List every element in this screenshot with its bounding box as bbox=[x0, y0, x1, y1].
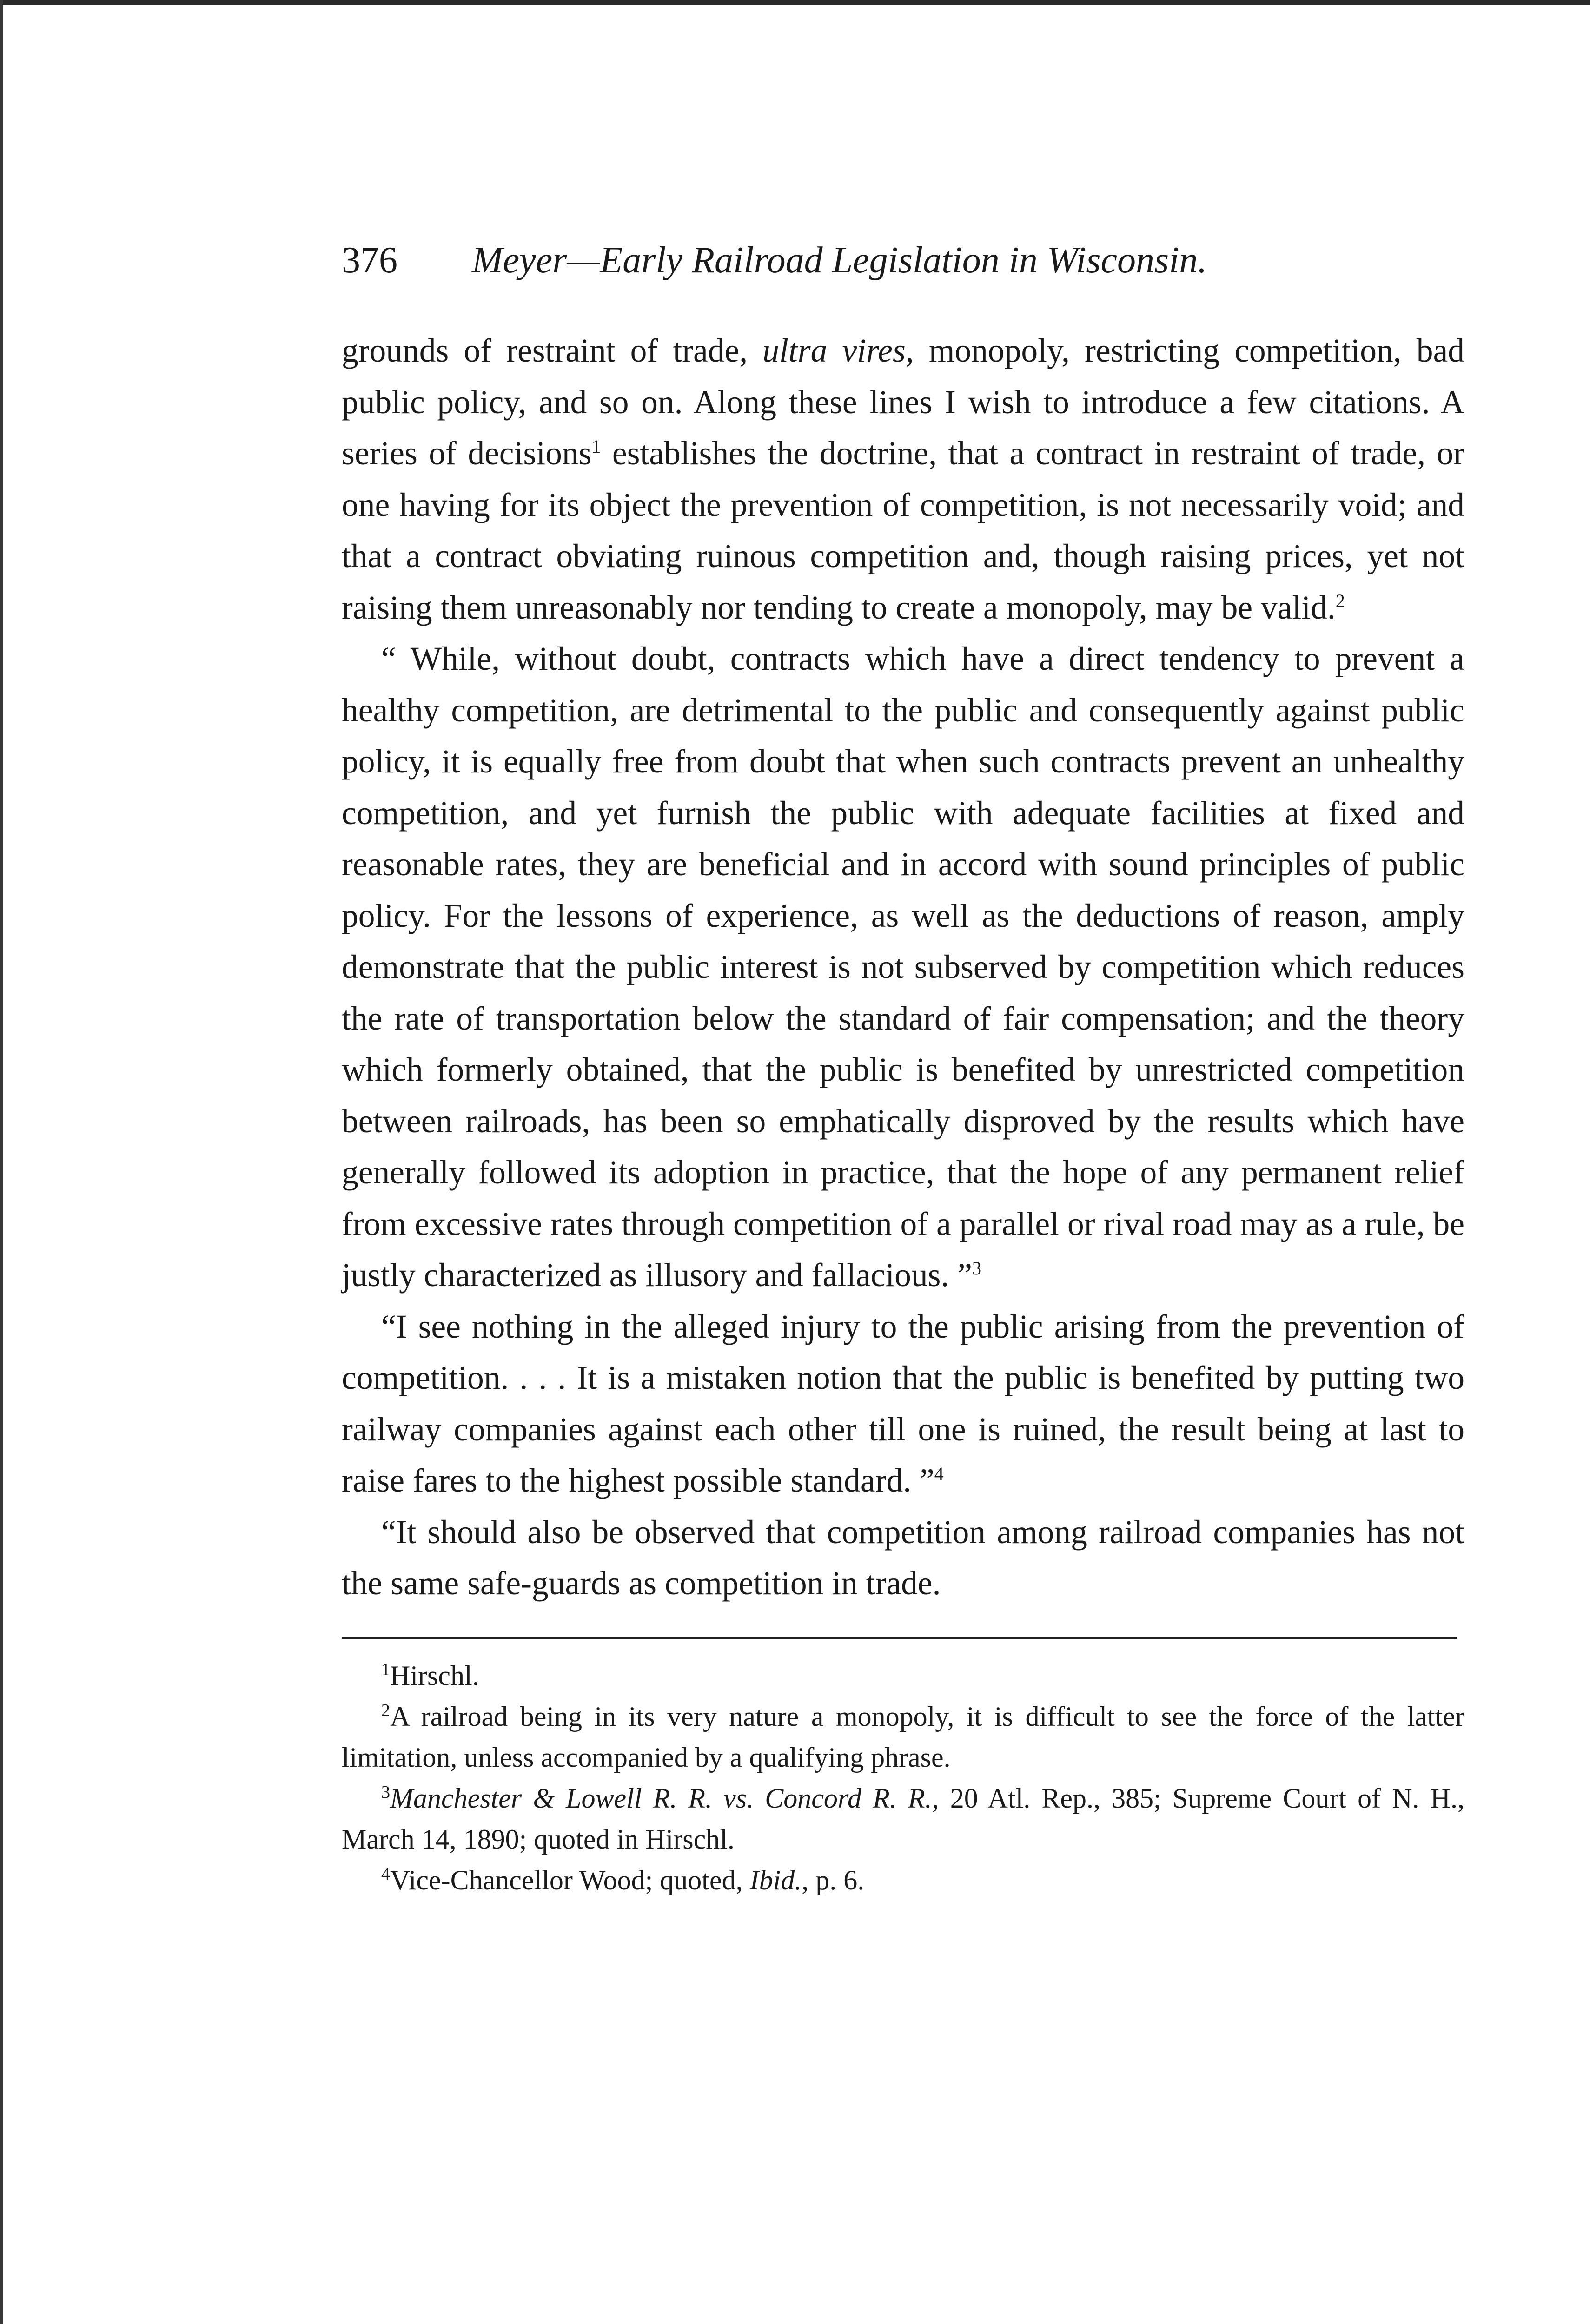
footnote-1-text: Hirschl. bbox=[390, 1660, 479, 1691]
footnote-3 bbox=[342, 1778, 1464, 1860]
p1-text-a: grounds of restraint of trade, bbox=[342, 332, 763, 369]
footnote-divider bbox=[342, 1637, 1458, 1639]
book-page bbox=[342, 242, 1464, 1901]
footnote-4-ibid: Ibid. bbox=[749, 1864, 802, 1895]
paragraph-3-quote bbox=[342, 1301, 1464, 1507]
footnote-ref-2: 2 bbox=[1335, 590, 1345, 611]
footnote-ref-3: 3 bbox=[972, 1258, 981, 1279]
paragraph-2-quote bbox=[342, 634, 1464, 1301]
footnote-4-text-b: , p. 6. bbox=[802, 1864, 865, 1895]
running-head bbox=[342, 242, 1464, 307]
paragraph-1 bbox=[342, 325, 1464, 634]
footnote-1-mark: 1 bbox=[381, 1659, 390, 1679]
p1-italic-ultra-vires: ultra vires bbox=[762, 332, 906, 369]
footnote-1 bbox=[342, 1655, 1464, 1696]
p3-text: “I see nothing in the alleged injury to the public arising from the prevention of competition. . . . It is a mistaken notion that the public is benefited by putting two railway companies against each other till one is ruined, the result being at last to raise fares to the highest possible standard. ” bbox=[342, 1308, 1464, 1499]
footnote-2-mark: 2 bbox=[381, 1700, 390, 1720]
footnote-3-case-name: Manchester & Lowell R. R. vs. Concord R. R. bbox=[390, 1783, 932, 1814]
footnote-ref-4: 4 bbox=[934, 1463, 944, 1485]
paragraph-4-quote bbox=[342, 1507, 1464, 1610]
footnote-4 bbox=[342, 1860, 1464, 1901]
footnote-3-mark: 3 bbox=[381, 1782, 390, 1802]
body-text bbox=[342, 325, 1464, 1610]
footnote-4-mark: 4 bbox=[381, 1864, 390, 1884]
p2-text: “ While, without doubt, contracts which have a direct tendency to prevent a healthy competition, are detrimental to the public and consequently against public policy, it is equally free from doubt that when such contracts prevent an unhealthy competition, and yet furnish the public with adequate facilities at fixed and reasonable rates, they are beneficial and in accord with sound principles of public policy. For the lessons of experience, as well as the deductions of reason, amply demonstrate that the public interest is not subserved by competition which reduces the rate of transportation below the standard of fair compensation; and the theory which formerly obtained, that the public is benefited by unrestricted competition between railroads, has been so emphatically disproved by the results which have generally followed its adoption in practice, that the hope of any permanent relief from excessive rates through competition of a parallel or rival road may as a rule, be justly characterized as illusory and fallacious. ” bbox=[342, 640, 1464, 1294]
scan-border-top bbox=[0, 0, 1590, 5]
footnote-2-text: A railroad being in its very nature a monopoly, it is difficult to see the force of the latter limitation, unless accompanied by a qualifying phrase. bbox=[342, 1701, 1464, 1773]
footnote-2 bbox=[342, 1696, 1464, 1778]
page-number: 376 bbox=[342, 240, 398, 281]
p1-text-c: establishes the doctrine, that a contract in restraint of trade, or one having for its object the prevention of competition, is not necessarily void; and that a contract obviating ruinous competition and, though raising prices, yet not raising them unreasonably nor tending to create a monopoly, may be valid. bbox=[342, 435, 1464, 626]
footnote-ref-1: 1 bbox=[591, 436, 601, 457]
running-title: Meyer—Early Railroad Legislation in Wisconsin. bbox=[472, 240, 1207, 281]
scan-border-left bbox=[0, 0, 3, 2324]
footnote-4-text-a: Vice-Chancellor Wood; quoted, bbox=[390, 1864, 750, 1895]
footnotes bbox=[342, 1655, 1464, 1901]
p4-text: “It should also be observed that competition among railroad companies has not the same safe-guards as competition in trade. bbox=[342, 1513, 1464, 1602]
footnote-3-text: , 20 Atl. Rep., 385; Supreme Court of N. H., March 14, 1890; quoted in Hirschl. bbox=[342, 1783, 1464, 1855]
p1-text-b: , monopoly, restricting competition, bad public policy, and so on. Along these lines I wish to introduce a few citations. A series of decisions bbox=[342, 332, 1464, 472]
